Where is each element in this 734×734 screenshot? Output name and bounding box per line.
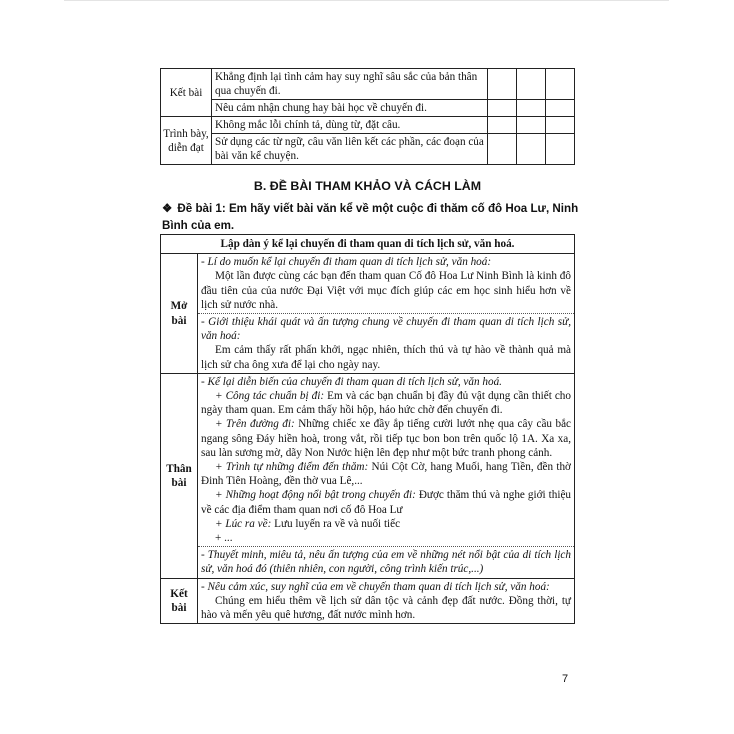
table-row xyxy=(161,373,575,578)
item-text: Núi Cột Cờ, hang Muối, hang Tiền, đền thờ Đinh Tiên Hoàng, đền thờ vua Lê,... xyxy=(201,461,571,488)
score-cell xyxy=(546,100,575,117)
outline-table xyxy=(160,234,575,624)
outline-item xyxy=(201,488,571,516)
diamond-bullet-icon: ❖ xyxy=(162,202,173,215)
score-cell xyxy=(488,117,517,134)
outline-paragraph: Em cảm thấy rất phấn khởi, ngạc nhiên, thích thú và tự hào về thành quả mà lịch sử cha ông xưa để lại cho ngày nay. xyxy=(201,344,571,371)
item-label: + Công tác chuẩn bị đi: xyxy=(215,390,325,403)
table-row xyxy=(161,134,575,165)
section-content-mo-bai xyxy=(198,254,575,374)
item-text: Em và các bạn chuẩn bị đầy đủ vật dụng cần thiết cho ngày tham quan. Em cảm thấy hồi hộp, háo hức chờ đến chuyến đi. xyxy=(201,390,571,417)
section-label-mo-bai: Mở bài xyxy=(161,254,198,374)
item-text: Lưu luyến ra về và nuối tiếc xyxy=(271,517,401,530)
page-number: 7 xyxy=(562,673,569,685)
section-content-ket-bai xyxy=(198,578,575,624)
outline-point: - Lí do muốn kể lại chuyến đi tham quan di tích lịch sử, văn hoá: xyxy=(201,256,492,269)
rubric-criterion: Không mắc lỗi chính tả, dùng từ, đặt câu. xyxy=(212,117,488,134)
table-row xyxy=(161,235,575,254)
rubric-category-ket-bai: Kết bài xyxy=(161,69,212,117)
rubric-criterion: Nêu cảm nhận chung hay bài học về chuyến đi. xyxy=(212,100,488,117)
outline-point: - Kể lại diễn biến của chuyến đi tham quan di tích lịch sử, văn hoá. xyxy=(201,375,502,388)
section-label-ket-bai: Kết bài xyxy=(161,578,198,624)
item-label: + Trên đường đi: xyxy=(215,418,295,431)
rubric-category-trinh-bay: Trình bày, diễn đạt xyxy=(161,117,212,165)
item-text: Những chiếc xe đầy ắp tiếng cười lướt nhẹ qua cây cầu bắc ngang sông Đáy hiền hoà, trong vắt, rồi tiếp tục bon bon trên quốc lộ 1A. Xa xa, sau làn sương mờ, dãy Non Nước hiện lên đẹp như một bức tranh phong cảnh. xyxy=(201,418,571,459)
dotted-divider xyxy=(198,546,574,547)
rubric-table xyxy=(160,68,575,165)
outline-item xyxy=(201,389,571,417)
essay-prompt xyxy=(162,200,582,234)
section-heading: B. ĐỀ BÀI THAM KHẢO VÀ CÁCH LÀM xyxy=(253,179,482,193)
outline-point: - Nêu cảm xúc, suy nghĩ của em về chuyến tham quan di tích lịch sử, văn hoá: xyxy=(201,580,550,593)
outline-item xyxy=(201,517,571,531)
outline-title: Lập dàn ý kể lại chuyến đi tham quan di tích lịch sử, văn hoá. xyxy=(161,235,575,254)
score-cell xyxy=(488,134,517,165)
score-cell xyxy=(517,117,546,134)
section-content-than-bai xyxy=(198,373,575,578)
dotted-divider xyxy=(198,313,574,314)
score-cell xyxy=(546,69,575,100)
score-cell xyxy=(488,100,517,117)
item-label: + Lúc ra về: xyxy=(215,517,272,530)
prompt-text: Đề bài 1: Em hãy viết bài văn kể về một cuộc đi thăm cố đô Hoa Lư, Ninh Bình của em. xyxy=(162,202,579,232)
outline-item xyxy=(201,460,571,488)
outline-point: - Giới thiệu khái quát và ấn tượng chung về chuyến đi tham quan di tích lịch sử, văn hoá: xyxy=(201,316,571,343)
outline-point: - Thuyết minh, miêu tả, nêu ấn tượng của em về những nét nổi bật của di tích lịch sử, văn hoá đó (thiên nhiên, con người, công trình kiến trúc,...) xyxy=(201,549,571,576)
table-row xyxy=(161,117,575,134)
item-text: Được thăm thú và nghe giới thiệu về các địa điểm tham quan nơi cố đô Hoa Lư xyxy=(201,489,572,516)
score-cell xyxy=(488,69,517,100)
outline-paragraph: Chúng em hiểu thêm về lịch sử dân tộc và cảnh đẹp đất nước. Đồng thời, tự hào và mến yêu quê hương, đất nước mình hơn. xyxy=(201,594,571,622)
table-row xyxy=(161,254,575,374)
outline-item: + ... xyxy=(215,532,233,545)
section-label-than-bai: Thân bài xyxy=(161,373,198,578)
top-rule xyxy=(64,0,669,1)
table-row xyxy=(161,578,575,624)
item-label: + Những hoạt động nổi bật trong chuyến đi: xyxy=(215,489,416,502)
score-cell xyxy=(517,134,546,165)
rubric-criterion: Khẳng định lại tình cảm hay suy nghĩ sâu sắc của bản thân qua chuyến đi. xyxy=(212,69,488,100)
item-label: + Trình tự những điểm đến thăm: xyxy=(215,461,369,474)
table-row xyxy=(161,69,575,100)
score-cell xyxy=(517,69,546,100)
outline-paragraph: Một lần được cùng các bạn đến tham quan Cố đô Hoa Lư Ninh Bình là kinh đô đầu tiên của của nước Đại Việt với mục đích giúp các em học sinh hiểu hơn về lịch sử nước nhà. xyxy=(201,270,571,311)
score-cell xyxy=(517,100,546,117)
table-row xyxy=(161,100,575,117)
score-cell xyxy=(546,134,575,165)
rubric-criterion: Sử dụng các từ ngữ, câu văn liên kết các phần, các đoạn của bài văn kể chuyện. xyxy=(212,134,488,165)
score-cell xyxy=(546,117,575,134)
outline-item xyxy=(201,417,571,460)
